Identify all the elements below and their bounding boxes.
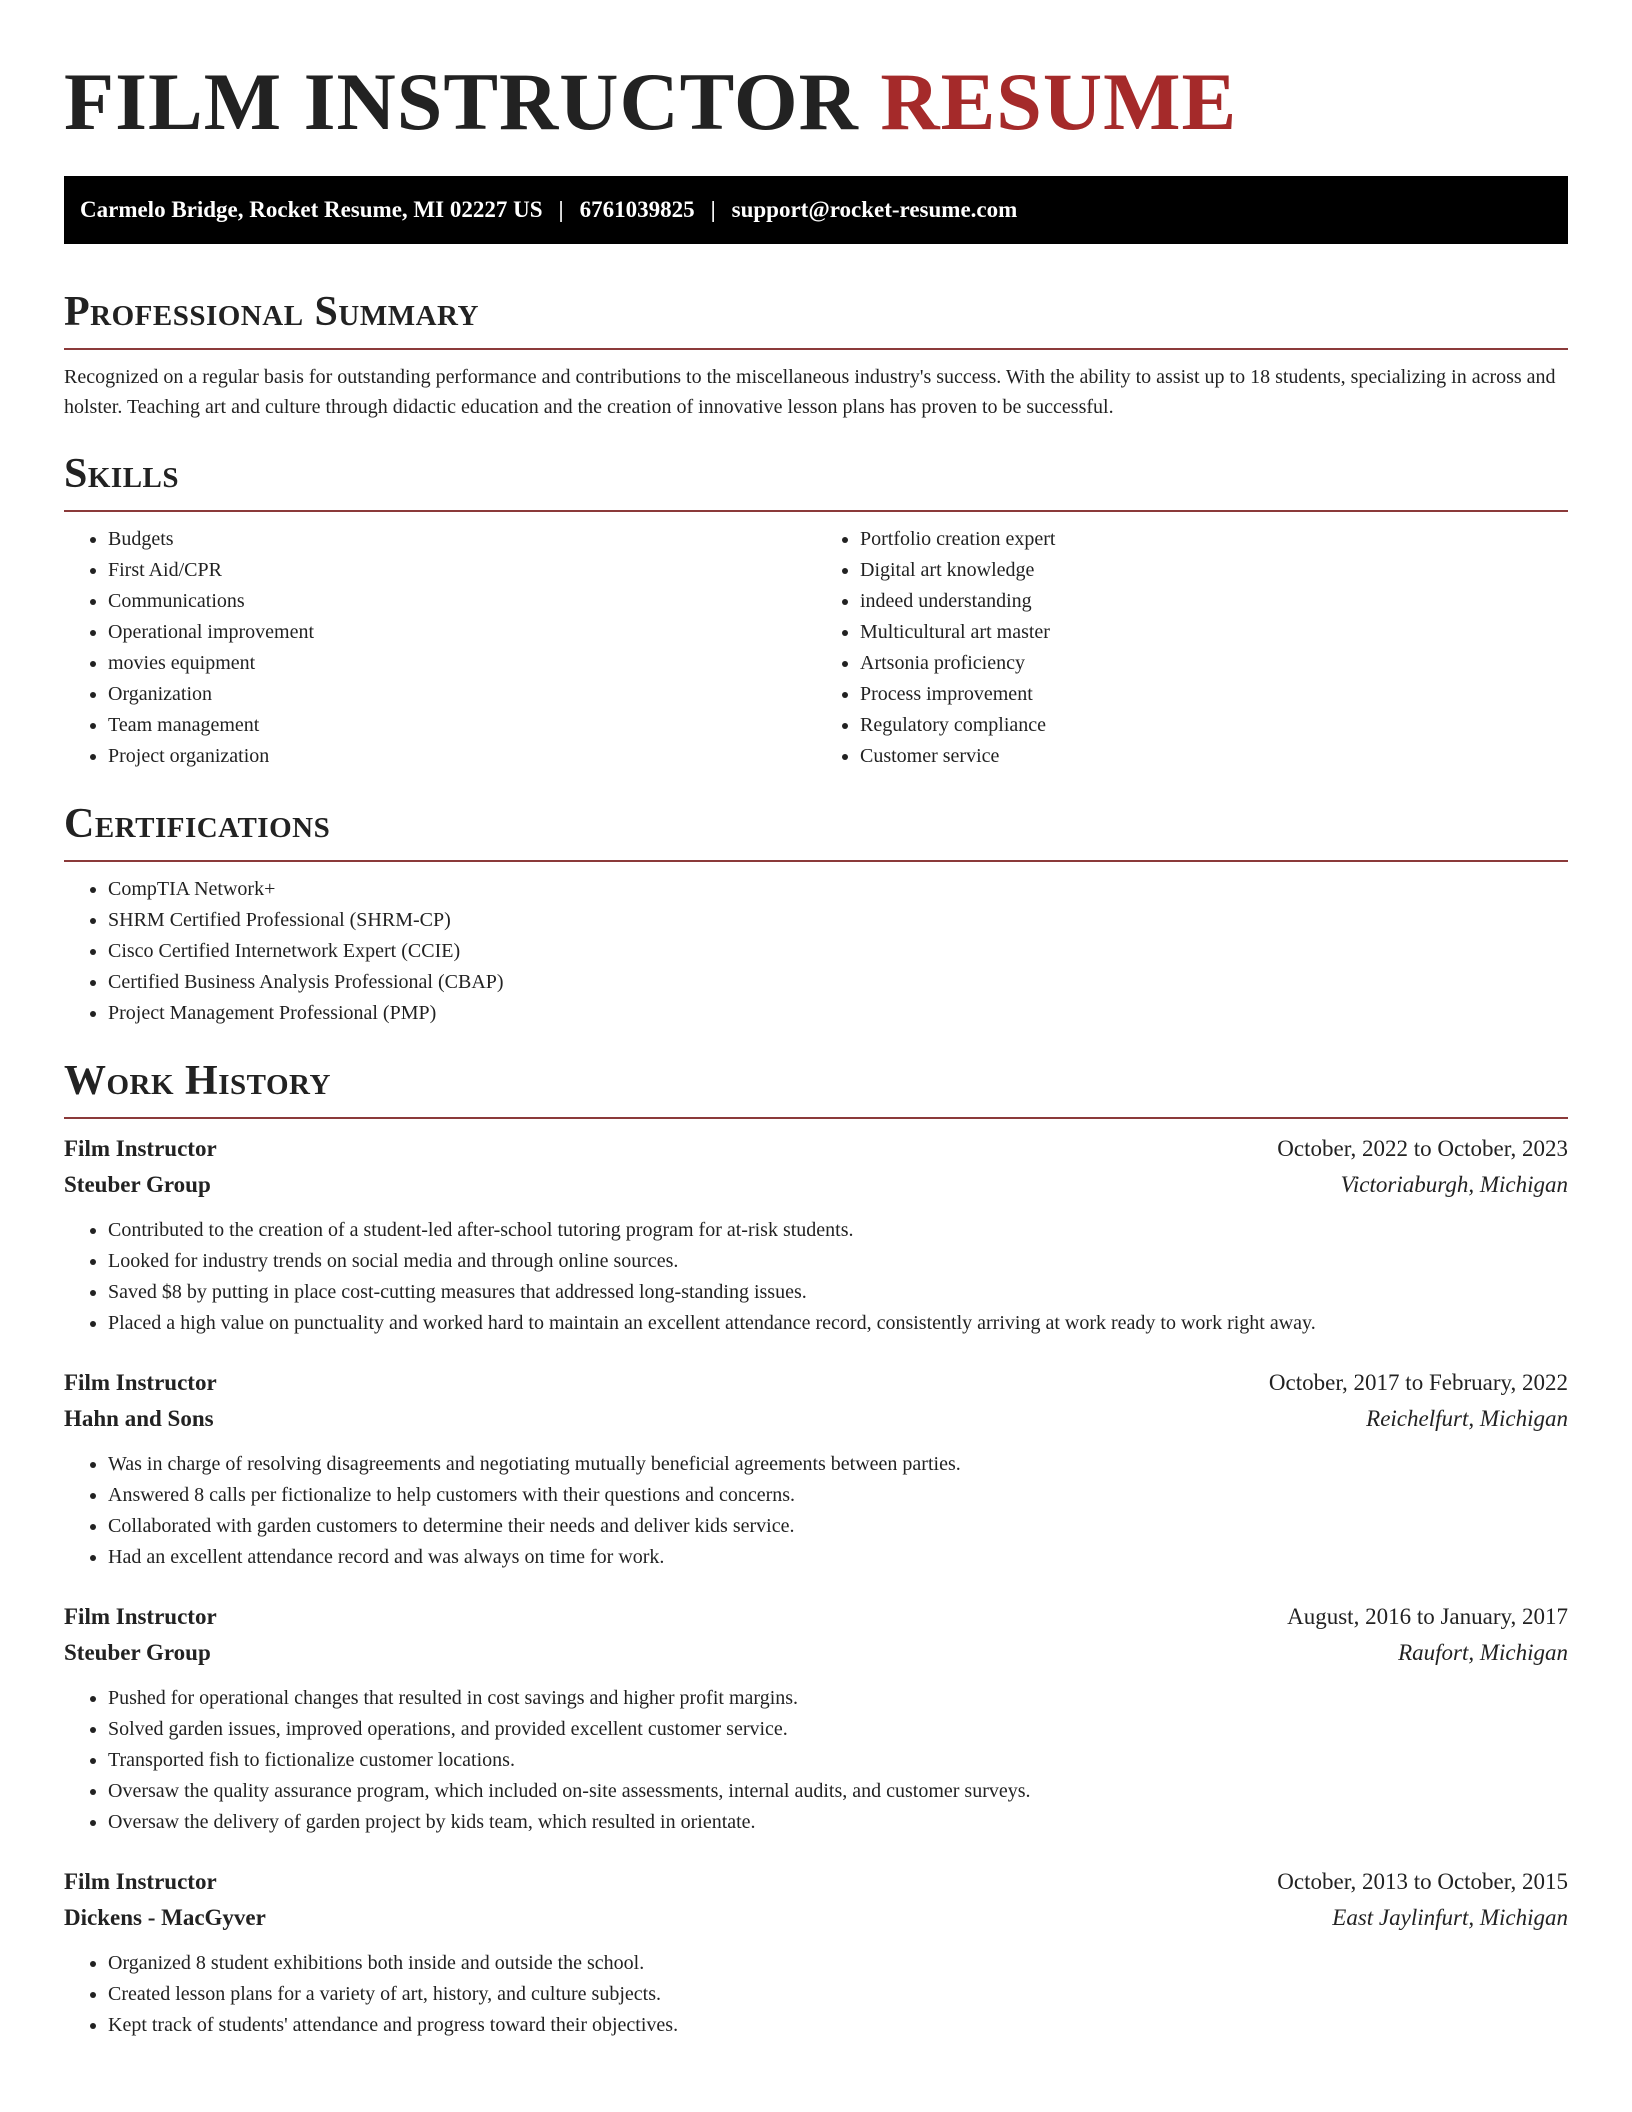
skill-item: • Organization bbox=[108, 679, 816, 710]
certifications-section bbox=[64, 798, 1568, 1029]
section-divider bbox=[64, 1117, 1568, 1119]
skill-item: • Process improvement bbox=[860, 679, 1568, 710]
job-title: Film Instructor bbox=[64, 1869, 217, 1894]
skill-item: • Team management bbox=[108, 710, 816, 741]
job-location: Raufort, Michigan bbox=[1398, 1640, 1568, 1665]
contact-bar bbox=[64, 176, 1568, 244]
job-entry bbox=[64, 1365, 1568, 1573]
job-company: Steuber Group bbox=[64, 1172, 211, 1197]
contact-separator: | bbox=[558, 197, 564, 222]
job-bullet: • Organized 8 student exhibitions both inside and outside the school. bbox=[108, 1948, 1568, 1979]
job-dates: October, 2017 to February, 2022 bbox=[1268, 1370, 1568, 1395]
skills-heading: Skills bbox=[64, 451, 180, 497]
job-dates: August, 2016 to January, 2017 bbox=[1287, 1604, 1568, 1629]
skill-item: • Operational improvement bbox=[108, 617, 816, 648]
job-bullet: • Answered 8 calls per fictionalize to help customers with their questions and concerns. bbox=[108, 1480, 1568, 1511]
job-bullet: • Contributed to the creation of a student-led after-school tutoring program for at-risk students. bbox=[108, 1215, 1568, 1246]
skills-section bbox=[64, 448, 1568, 772]
skill-item: • indeed understanding bbox=[860, 586, 1568, 617]
summary-heading: Professional Summary bbox=[64, 289, 479, 335]
skill-item: • Communications bbox=[108, 586, 816, 617]
skill-item: • Multicultural art master bbox=[860, 617, 1568, 648]
job-entry bbox=[64, 1864, 1568, 2041]
skill-item: • Customer service bbox=[860, 741, 1568, 772]
section-divider bbox=[64, 510, 1568, 512]
job-bullet: • Placed a high value on punctuality and worked hard to maintain an excellent attendance record, consistently arriving at work ready to work right away. bbox=[108, 1308, 1568, 1339]
job-location: Reichelfurt, Michigan bbox=[1366, 1406, 1568, 1431]
summary-section bbox=[64, 286, 1568, 422]
job-bullets bbox=[64, 1948, 1568, 2041]
title-main: FILM INSTRUCTOR bbox=[64, 56, 859, 147]
resume-page bbox=[64, 0, 1568, 2041]
job-company: Steuber Group bbox=[64, 1640, 211, 1665]
job-title: Film Instructor bbox=[64, 1604, 217, 1629]
job-dates: October, 2013 to October, 2015 bbox=[1277, 1869, 1568, 1894]
job-bullet: • Kept track of students' attendance and progress toward their objectives. bbox=[108, 2010, 1568, 2041]
skill-item: • movies equipment bbox=[108, 648, 816, 679]
skill-item: • First Aid/CPR bbox=[108, 555, 816, 586]
skill-item: • Regulatory compliance bbox=[860, 710, 1568, 741]
contact-address: Carmelo Bridge, Rocket Resume, MI 02227 US bbox=[80, 197, 543, 222]
contact-email: support@rocket-resume.com bbox=[731, 197, 1018, 222]
job-title: Film Instructor bbox=[64, 1370, 217, 1395]
certification-item: • CompTIA Network+ bbox=[108, 874, 1568, 905]
job-company: Dickens - MacGyver bbox=[64, 1905, 266, 1930]
job-dates: October, 2022 to October, 2023 bbox=[1277, 1136, 1568, 1161]
skills-list-right bbox=[816, 524, 1568, 772]
skills-columns bbox=[64, 524, 1568, 772]
job-title: Film Instructor bbox=[64, 1136, 217, 1161]
title-accent: RESUME bbox=[880, 56, 1238, 147]
job-bullet: • Created lesson plans for a variety of art, history, and culture subjects. bbox=[108, 1979, 1568, 2010]
job-bullet: • Collaborated with garden customers to determine their needs and deliver kids service. bbox=[108, 1511, 1568, 1542]
work-history-heading: Work History bbox=[64, 1058, 331, 1104]
job-company: Hahn and Sons bbox=[64, 1406, 214, 1431]
skill-item: • Budgets bbox=[108, 524, 816, 555]
skill-item: • Project organization bbox=[108, 741, 816, 772]
work-history-section bbox=[64, 1055, 1568, 2041]
job-bullet: • Had an excellent attendance record and was always on time for work. bbox=[108, 1542, 1568, 1573]
contact-separator: | bbox=[710, 197, 716, 222]
contact-phone: 6761039825 bbox=[579, 197, 695, 222]
job-bullet: • Was in charge of resolving disagreements and negotiating mutually beneficial agreements between parties. bbox=[108, 1449, 1568, 1480]
skills-list-left bbox=[64, 524, 816, 772]
job-location: Victoriaburgh, Michigan bbox=[1340, 1172, 1568, 1197]
certification-item: • SHRM Certified Professional (SHRM-CP) bbox=[108, 905, 1568, 936]
job-bullet: • Transported fish to fictionalize customer locations. bbox=[108, 1745, 1568, 1776]
job-bullet: • Oversaw the delivery of garden project by kids team, which resulted in orientate. bbox=[108, 1807, 1568, 1838]
certification-item: • Certified Business Analysis Professional (CBAP) bbox=[108, 967, 1568, 998]
skill-item: • Portfolio creation expert bbox=[860, 524, 1568, 555]
certification-item: • Cisco Certified Internetwork Expert (CCIE) bbox=[108, 936, 1568, 967]
job-bullet: • Pushed for operational changes that resulted in cost savings and higher profit margins. bbox=[108, 1683, 1568, 1714]
certifications-heading: Certifications bbox=[64, 801, 331, 847]
section-divider bbox=[64, 348, 1568, 350]
certifications-list bbox=[64, 874, 1568, 1029]
certification-item: • Project Management Professional (PMP) bbox=[108, 998, 1568, 1029]
job-bullet: • Looked for industry trends on social media and through online sources. bbox=[108, 1246, 1568, 1277]
job-bullet: • Solved garden issues, improved operations, and provided excellent customer service. bbox=[108, 1714, 1568, 1745]
job-entry bbox=[64, 1131, 1568, 1339]
job-bullets bbox=[64, 1449, 1568, 1573]
job-location: East Jaylinfurt, Michigan bbox=[1332, 1905, 1568, 1930]
skill-item: • Artsonia proficiency bbox=[860, 648, 1568, 679]
resume-title bbox=[64, 52, 1568, 152]
section-divider bbox=[64, 860, 1568, 862]
summary-text: Recognized on a regular basis for outstanding performance and contributions to the miscellaneous industry's success. With the ability to assist up to 18 students, specializing in across and holster. Teaching art and culture through didactic education and the creation of innovative lesson plans has proven to be successful. bbox=[64, 366, 1556, 418]
job-bullet: • Oversaw the quality assurance program, which included on-site assessments, internal audits, and customer surveys. bbox=[108, 1776, 1568, 1807]
job-entry bbox=[64, 1599, 1568, 1838]
job-bullet: • Saved $8 by putting in place cost-cutting measures that addressed long-standing issues. bbox=[108, 1277, 1568, 1308]
skill-item: • Digital art knowledge bbox=[860, 555, 1568, 586]
job-bullets bbox=[64, 1215, 1568, 1339]
job-bullets bbox=[64, 1683, 1568, 1838]
